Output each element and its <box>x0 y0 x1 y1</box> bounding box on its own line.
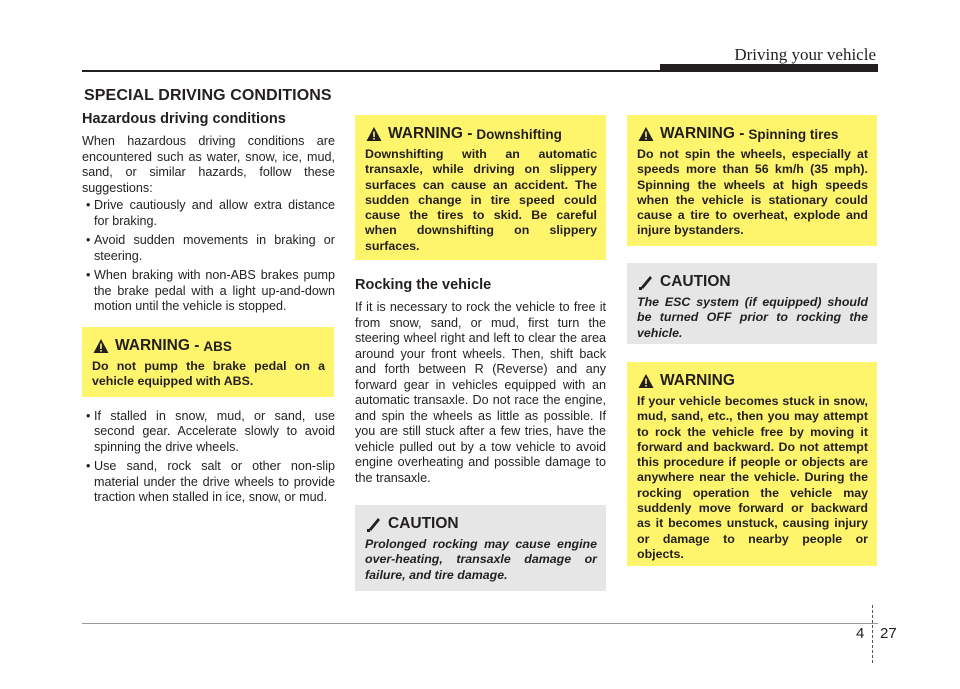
list-item: • If stalled in snow, mud, or sand, use second gear. Accelerate slowly to avoid spinning the drive wheels. <box>86 408 335 454</box>
running-header: Driving your vehicle <box>734 45 876 64</box>
caution-esc-text: The ESC system (if equipped) should be turned OFF prior to rocking the vehicle. <box>637 295 868 340</box>
caution-rocking-text: Prolonged rocking may cause engine over-heating, transaxle damage or failure, and tire damage. <box>365 537 597 582</box>
warning-triangle-icon <box>638 373 654 389</box>
warning-label: WARNING - <box>660 125 745 142</box>
warning-triangle-icon <box>638 126 654 142</box>
caution-label: CAUTION <box>660 273 731 290</box>
warning-box-downshifting <box>355 115 606 260</box>
warning-label: WARNING - <box>115 337 200 354</box>
warning-stuck-text: If your vehicle becomes stuck in snow, mud, sand, etc., then you may attempt to rock the vehicle free by moving it forward and backward. Do not attempt this procedure if people or objects are anywhere near the vehicle. During the rocking operation the vehicle may suddenly move forward or backward as it becomes unstuck, causing injury or damage to nearby people or objects. <box>637 394 868 561</box>
warning-downshifting-text: Downshifting with an automatic transaxle, while driving on slippery surfaces can cause an accident. The sudden change in tire speed could cause the tires to skid. Be careful when downshifting on slippery surfaces. <box>365 147 597 253</box>
caution-slash-icon <box>366 516 382 532</box>
warning-subtitle: Spinning tires <box>748 126 839 142</box>
caution-slash-icon <box>638 274 654 290</box>
warning-label: WARNING <box>660 372 735 389</box>
warning-subtitle: Downshifting <box>476 126 562 142</box>
hazardous-bullets-top <box>82 198 335 315</box>
column-hazardous <box>82 111 335 510</box>
page-number-divider <box>872 605 873 663</box>
warning-box-abs <box>82 327 334 397</box>
list-item: • Use sand, rock salt or other non-slip material under the drive wheels to provide traction when stalled in ice, snow, or mud. <box>86 459 335 504</box>
rocking-text: If it is necessary to rock the vehicle to free it from snow, sand, or mud, first turn the steering wheel right and left to clear the area around your front wheels. Then, shift back and forth between R (Reverse) and any forward gear in vehicles equipped with an automatic transaxle. Do not race the engine, and spin the wheels as little as possible. If you are still stuck after a few tries, have the vehicle pulled out by a tow vehicle to avoid engine overheating and possible damage to the transaxle. <box>355 300 606 485</box>
chapter-number: 4 <box>856 625 865 642</box>
warning-triangle-icon <box>366 126 382 142</box>
list-item: • When braking with non-ABS brakes pump the brake pedal with a light up-and-down motion until the vehicle is stopped. <box>86 268 335 313</box>
caution-esc-header <box>638 273 868 291</box>
footer-rule <box>82 623 878 624</box>
hazardous-bullets-bottom <box>82 409 335 506</box>
warning-spinning-header <box>638 125 868 143</box>
caution-box-rocking <box>355 505 606 591</box>
warning-abs-header <box>93 337 325 355</box>
caution-label: CAUTION <box>388 515 459 532</box>
warning-spinning-text: Do not spin the wheels, especially at speeds more than 56 km/h (35 mph). Spinning the wheels at high speeds when the vehicle is stationary could cause a tire to overheat, explode and injure bystanders. <box>637 147 868 238</box>
hazardous-heading: Hazardous driving conditions <box>82 111 286 127</box>
header-rule <box>82 70 878 72</box>
column-rocking <box>355 277 606 486</box>
warning-abs-text: Do not pump the brake pedal on a vehicle equipped with ABS. <box>92 359 325 389</box>
warning-triangle-icon <box>93 338 109 354</box>
warning-box-spinning <box>627 115 877 246</box>
warning-label: WARNING - <box>388 125 473 142</box>
list-item: • Avoid sudden movements in braking or steering. <box>86 233 335 263</box>
caution-rocking-header <box>366 515 597 533</box>
warning-subtitle: ABS <box>203 338 232 354</box>
page-number: 27 <box>880 625 897 642</box>
warning-stuck-header <box>638 372 868 390</box>
hazardous-intro: When hazardous driving conditions are encountered such as water, snow, ice, mud, sand, or similar hazards, follow these suggestions: <box>82 134 335 195</box>
section-title: SPECIAL DRIVING CONDITIONS <box>84 87 332 104</box>
warning-downshifting-header <box>366 125 597 143</box>
warning-box-stuck <box>627 362 877 566</box>
rocking-heading: Rocking the vehicle <box>355 277 492 293</box>
list-item: • Drive cautiously and allow extra distance for braking. <box>86 198 335 228</box>
caution-box-esc <box>627 263 877 344</box>
